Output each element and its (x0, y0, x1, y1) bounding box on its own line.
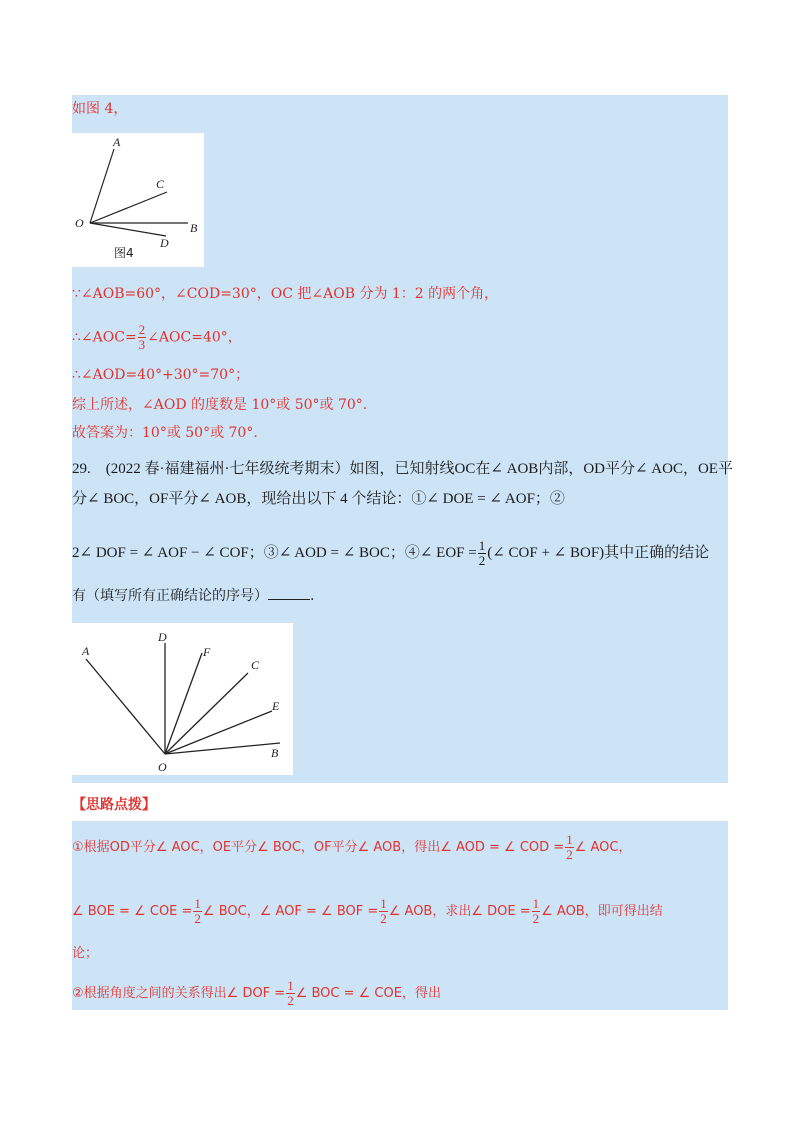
fig-label-b: B (271, 746, 279, 760)
hint-line-4-a: ②根据角度之间的关系得出∠ DOF = (72, 986, 286, 1001)
fraction-one-half (286, 979, 295, 1008)
fig4-label-b: B (190, 221, 198, 235)
solution-intro: 如图 4， (72, 101, 128, 117)
fig-label-a: A (82, 644, 90, 658)
fig-label-f: F (203, 645, 211, 659)
hint-line-3: 论； (72, 946, 99, 961)
problem-block (72, 447, 733, 783)
fig4-label-o: O (75, 216, 84, 230)
fig4-label-a: A (113, 135, 121, 149)
fig-label-o: O (158, 760, 167, 774)
hint-line-2 (72, 897, 663, 926)
fig4-caption: 图4 (114, 246, 134, 260)
hint-line-2-b: ∠ BOC，∠ AOF = ∠ BOF = (202, 904, 379, 919)
solution-line-5: 故答案为：10°或 50°或 70°. (72, 425, 258, 441)
answer-blank (268, 585, 310, 600)
fraction-one-half (193, 897, 202, 926)
solution-line-3: ∴∠AOD=40°+30°=70°； (72, 367, 250, 383)
frac-num: 2 (138, 322, 146, 337)
solution-block (72, 95, 728, 447)
fig-label-c: C (251, 658, 260, 672)
figure-4 (72, 133, 204, 267)
fraction-two-thirds (138, 323, 147, 352)
hint-line-1-a: ①根据OD平分∠ AOC，OE平分∠ BOC，OF平分∠ AOB，得出∠ AOD = ∠ COD = (72, 840, 565, 855)
fraction-one-half (379, 897, 388, 926)
frac-num: 1 (287, 978, 294, 993)
problem-line-3 (72, 539, 709, 568)
problem-figure (72, 623, 293, 775)
solution-line-2-b: ∠AOC=40°， (147, 329, 242, 346)
fraction-one-half (478, 539, 487, 568)
problem-line-4-b: . (310, 588, 315, 604)
problem-line-1: 29. (2022 春·福建福州·七年级统考期末）如图，已知射线OC在∠ AOB内部，OD平分∠ AOC，OE平 (72, 461, 733, 477)
frac-num: 1 (566, 832, 573, 847)
solution-line-4: 综上所述，∠AOD 的度数是 10°或 50°或 70°. (72, 397, 368, 413)
fraction-one-half (532, 897, 541, 926)
problem-line-3-a: 2∠ DOF = ∠ AOF − ∠ COF；③∠ AOD = ∠ BOC；④∠ EOF = (72, 544, 477, 561)
frac-num: 1 (194, 896, 201, 911)
hint-line-1-b: ∠ AOC， (574, 840, 632, 855)
hint-line-4 (72, 979, 441, 1008)
frac-den: 2 (478, 553, 486, 568)
hint-line-4-b: ∠ BOC = ∠ COE，得出 (295, 986, 441, 1001)
solution-line-2-a: ∴∠AOC= (72, 329, 137, 346)
frac-den: 2 (287, 993, 294, 1008)
frac-num: 1 (380, 896, 387, 911)
solution-line-1: ∵∠AOB=60°，∠COD=30°，OC 把∠AOB 分为 1：2 的两个角， (72, 286, 499, 302)
frac-den: 2 (532, 911, 540, 926)
hint-line-2-c: ∠ AOB，求出∠ DOE = (388, 904, 531, 919)
fraction-one-half (565, 833, 574, 862)
frac-num: 1 (478, 538, 486, 553)
solution-line-2 (72, 323, 242, 352)
fig-label-e: E (272, 699, 280, 713)
fig4-label-d: D (160, 236, 169, 250)
frac-den: 2 (566, 847, 573, 862)
frac-num: 1 (532, 896, 540, 911)
hint-line-2-a: ∠ BOE = ∠ COE = (72, 904, 193, 919)
hint-line-1 (72, 833, 631, 862)
hint-heading: 【思路点拨】 (72, 797, 156, 813)
fig4-label-c: C (156, 177, 165, 191)
hint-block (72, 821, 728, 1010)
fig-label-d: D (158, 630, 167, 644)
hint-line-2-d: ∠ AOB，即可得出结 (541, 904, 663, 919)
problem-line-4-a: 有（填写所有正确结论的序号） (72, 588, 268, 604)
frac-den: 3 (138, 337, 146, 352)
problem-line-3-b: (∠ COF + ∠ BOF)其中正确的结论 (487, 544, 710, 561)
frac-den: 2 (380, 911, 387, 926)
problem-line-2: 分∠ BOC，OF平分∠ AOB，现给出以下 4 个结论：①∠ DOE = ∠ AOF；② (72, 491, 565, 507)
frac-den: 2 (194, 911, 201, 926)
problem-line-4 (72, 585, 314, 606)
